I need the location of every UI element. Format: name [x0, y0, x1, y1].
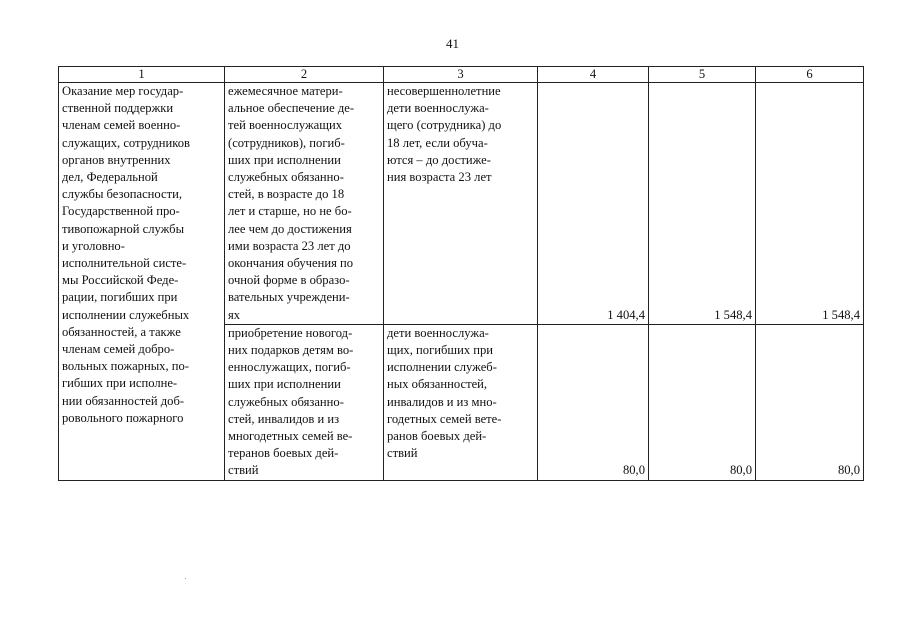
value-col4-cell: 1 404,4: [538, 83, 649, 325]
value-col6-cell: 1 548,4: [756, 83, 864, 325]
column-header-3: 3: [384, 67, 538, 83]
column-header-4: 4: [538, 67, 649, 83]
table-row: [59, 83, 864, 325]
scan-artifact-dot: [185, 578, 186, 579]
value-col5-cell: 80,0: [649, 324, 756, 480]
column-header-2: 2: [225, 67, 384, 83]
header-row: [59, 67, 864, 83]
column-header-6: 6: [756, 67, 864, 83]
measure-cell: приобретение новогод- них подарков детям во- еннослужащих, погиб- ших при исполнении служебных обязанно- стей, инвалидов и из многодетных семей ве- теранов боевых дей- ствий: [225, 324, 384, 480]
value-col4-cell: 80,0: [538, 324, 649, 480]
page-number: 41: [446, 36, 459, 51]
value-col6-cell: 80,0: [756, 324, 864, 480]
recipients-cell: несовершеннолетние дети военнослужа- щего (сотрудника) до 18 лет, если обуча- ются – до достиже- ния возраста 23 лет: [384, 83, 538, 325]
column-header-5: 5: [649, 67, 756, 83]
column-header-1: 1: [59, 67, 225, 83]
recipients-cell: дети военнослужа- щих, погибших при исполнении служеб- ных обязанностей, инвалидов и из мно- годетных семей вете- ранов боевых дей- ствий: [384, 324, 538, 480]
value-col5-cell: 1 548,4: [649, 83, 756, 325]
measure-cell: ежемесячное матери- альное обеспечение де- тей военнослужащих (сотрудников), погиб- ших при исполнении служебных обязанно- стей, в возрасте до 18 лет и старше, но не бо- лее чем до достижения ими возраста 23 лет до окончания обучения по очной форме в образо- вательных учреждени- ях: [225, 83, 384, 325]
benefits-table: [58, 66, 864, 481]
support-measure-description: Оказание мер государ- ственной поддержки членам семей военно- служащих, сотрудников органов внутренних дел, Федеральной службы безопасности, Государственной про- тивопожарной службы и уголовно- исполнительной систе- мы Российской Феде- рации, погибших при исполнении служебных обязанностей, а также членам семей добро- вольных пожарных, по- гибших при исполне- нии обязанностей доб- ровольного пожарного: [59, 83, 225, 481]
